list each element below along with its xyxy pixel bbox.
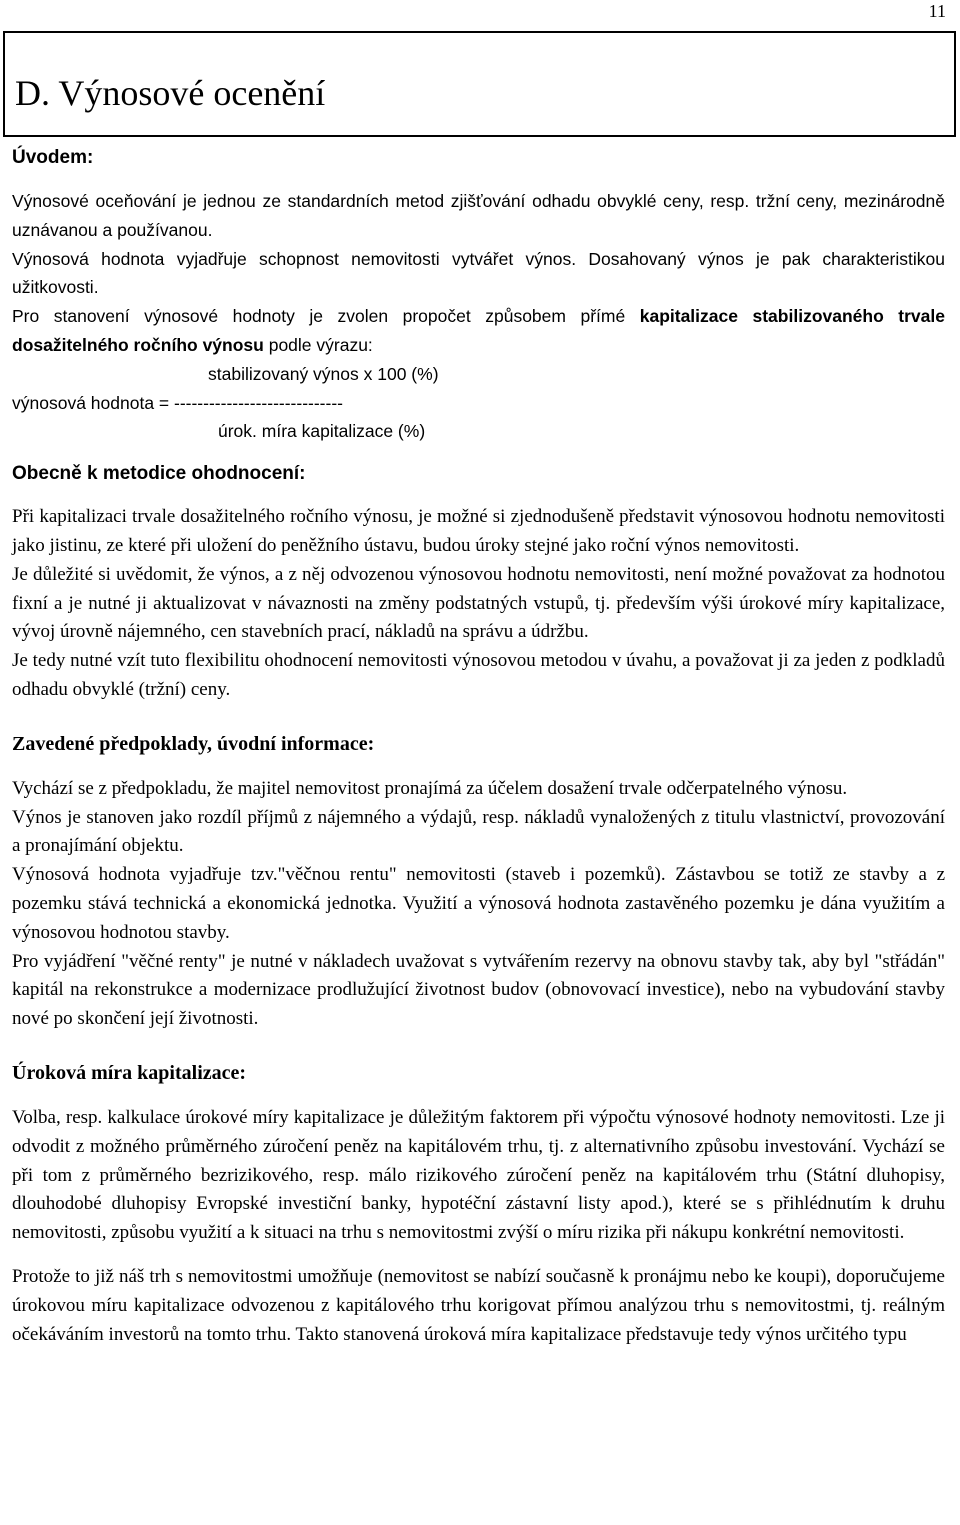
formula-denominator: úrok. míra kapitalizace (%) bbox=[218, 421, 426, 442]
assumptions-heading: Zavedené předpoklady, úvodní informace: bbox=[12, 732, 375, 755]
assumptions-paragraph-3: Výnosová hodnota vyjadřuje tzv."věčnou rentu" nemovitosti (staveb i pozemků). Zástavbou se totiž ze stavby a z pozemku stává technická a ekonomická jednotka. Využití a výnosová hodnota zastavěného pozemku je dána využitím a výnosovou hodnotou stavby. bbox=[12, 864, 945, 943]
assumptions-paragraph-2: Výnos je stanoven jako rozdíl příjmů z nájemného a výdajů, resp. nákladů vynaložených z titulu vlastnictví, provozování a pronajímání objektu. bbox=[12, 806, 945, 857]
methodology-paragraph-3: Je tedy nutné vzít tuto flexibilitu ohodnocení nemovitosti výnosovou metodou v úvahu, a považovat ji za jeden z podkladů odhadu obvyklé (tržní) ceny. bbox=[12, 650, 945, 700]
intro-paragraph-3-text: Pro stanovení výnosové hodnoty je zvolen propočet způsobem přímé bbox=[12, 306, 640, 327]
formula-numerator: stabilizovaný výnos x 100 (%) bbox=[208, 363, 439, 384]
assumptions-paragraph-4: Pro vyjádření "věčné renty" je nutné v nákladech uvažovat s vytvářením rezervy na obnovu stavby tak, aby byl "střádán" kapitál na rekonstrukce a modernizace prodlužující životnost budov (obnovovací investice), nebo na vybudování stavby nové po skončení její životnosti. bbox=[12, 950, 945, 1030]
assumptions-paragraph-1: Vychází se z předpokladu, že majitel nemovitost pronajímá za účelem dosažení trvale odčerpatelného výnosu. bbox=[12, 777, 848, 799]
title-box bbox=[3, 31, 956, 137]
methodology-paragraph-2: Je důležité si uvědomit, že výnos, a z něj odvozenou výnosovou hodnotu nemovitosti, není možné považovat za hodnotou fixní a je nutné ji aktualizovat v návaznosti na změny podstatných vstupů, tj. především výši úrokové míry kapitalizace, vývoj úrovně nájemného, cen stavebních prací, nákladů na správu a údržbu. bbox=[12, 563, 945, 643]
intro-paragraph-2: Výnosová hodnota vyjadřuje schopnost nemovitosti vytvářet výnos. Dosahovaný výnos je pak charakteristikou užitkovosti. bbox=[12, 248, 945, 298]
formula-lhs: výnosová hodnota = ----------------------------- bbox=[12, 392, 343, 413]
intro-paragraph-3-bold-2: stabilizovaného trvale dosažitelného ročního výnosu bbox=[12, 306, 945, 355]
page-title: D. Výnosové ocenění bbox=[15, 73, 326, 113]
intro-paragraph-3-tail: podle výrazu: bbox=[263, 334, 373, 355]
interest-rate-heading: Úroková míra kapitalizace: bbox=[12, 1061, 247, 1084]
intro-paragraph-1: Výnosové oceňování je jednou ze standardních metod zjišťování odhadu obvyklé ceny, resp. tržní ceny, mezinárodně uznávanou a používanou. bbox=[12, 191, 945, 240]
document-body bbox=[12, 140, 945, 1349]
intro-paragraph-3-bold-1: kapitalizace bbox=[639, 306, 738, 327]
intro-heading: Úvodem: bbox=[12, 147, 94, 168]
interest-rate-paragraph-2: Protože to již náš trh s nemovitostmi umožňuje (nemovitost se nabízí současně k pronájmu nebo ke koupi), doporučujeme úrokovou míru kapitalizace odvozenou z kapitálového trhu korigovat přímou analýzou trhu s nemovitostmi, tj. reálným očekáváním investorů na tomto trhu. Takto stanovená úroková míra kapitalizace představuje tedy výnos určitého typu bbox=[12, 1265, 945, 1345]
methodology-paragraph-1: Při kapitalizaci trvale dosažitelného ročního výnosu, je možné si zjednodušeně představit výnosovou hodnotu nemovitosti jako jistinu, ze které při uložení do peněžního ústavu, budou úroky stejné jako roční výnos nemovitosti. bbox=[12, 506, 945, 556]
intro-paragraph-3 bbox=[12, 302, 945, 360]
page-number: 11 bbox=[928, 1, 946, 21]
methodology-heading: Obecně k metodice ohodnocení: bbox=[12, 463, 306, 485]
interest-rate-paragraph-1: Volba, resp. kalkulace úrokové míry kapitalizace je důležitým faktorem při výpočtu výnosové hodnoty nemovitosti. Lze ji odvodit z možného průměrného zúročení peněz na kapitálovém trhu, tj. z alternativního způsobu investování. Vychází se při tom z průměrného bezrizikového, resp. málo rizikového zúročení peněz na kapitálovém trhu (Státní dluhopisy, dlouhodobé dluhopisy Evropské investiční banky, hypotéční zástavní listy apod.), které se s přihlédnutím k druhu nemovitosti, způsobu využití a k situaci na trhu s nemovitostmi zvýší o míru rizika při nákupu konkrétní nemovitosti. bbox=[12, 1106, 945, 1244]
valuation-formula bbox=[12, 360, 945, 446]
